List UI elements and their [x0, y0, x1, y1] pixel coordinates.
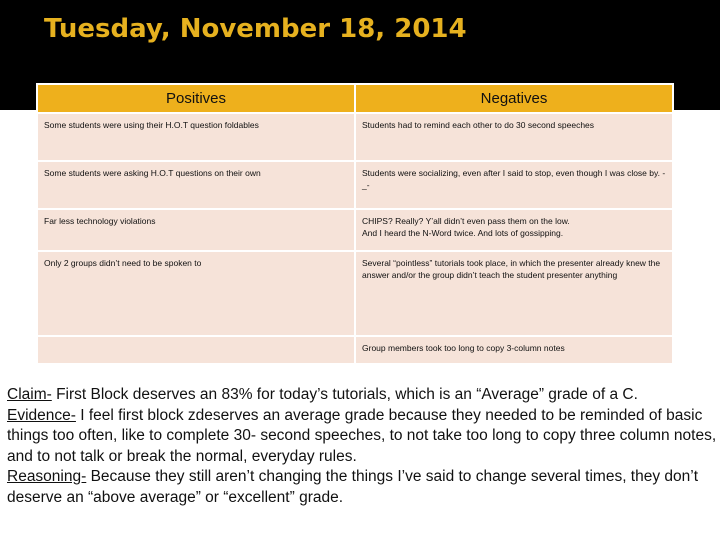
table-cell: Only 2 groups didn’t need to be spoken to	[38, 252, 354, 335]
table-cell	[38, 337, 354, 363]
table-cell: Students were socializing, even after I said to stop, even though I was close by. -_-	[356, 162, 672, 208]
table-cell: Students had to remind each other to do 30 second speeches	[356, 114, 672, 160]
table-row	[38, 162, 672, 208]
table-header-row	[38, 85, 672, 112]
table-cell: Far less technology violations	[38, 210, 354, 250]
evidence-label: Evidence-	[7, 406, 76, 424]
table-cell: Several “pointless” tutorials took place, in which the presenter already knew the answer and/or the group didn’t teach the student presenter anything	[356, 252, 672, 335]
table-row	[38, 210, 672, 250]
table-cell: CHIPS? Really? Y’all didn’t even pass them on the low. And I heard the N-Word twice. And lots of gossipping.	[356, 210, 672, 250]
claim-paragraph	[7, 385, 717, 406]
page-title: Tuesday, November 18, 2014	[44, 14, 467, 44]
claim-evidence-reasoning	[7, 385, 717, 508]
claim-label: Claim-	[7, 386, 52, 403]
table-cell: Some students were using their H.O.T question foldables	[38, 114, 354, 160]
positives-header: Positives	[38, 85, 354, 112]
negatives-header: Negatives	[356, 85, 672, 112]
reasoning-label: Reasoning-	[7, 468, 87, 485]
reasoning-text: Because they still aren’t changing the things I’ve said to change several times, they don’t deserve an “above average” or “excellent” grade.	[7, 468, 699, 506]
table-row	[38, 337, 672, 363]
table-cell: Some students were asking H.O.T questions on their own	[38, 162, 354, 208]
reasoning-paragraph	[7, 467, 717, 508]
claim-text: First Block deserves an 83% for today’s tutorials, which is an “Average” grade of a C.	[51, 386, 638, 403]
evidence-text: I feel first block zdeserves an average grade because they needed to be reminded of basic things too often, like to complete 30- second speeches, to not take too long to copy three column notes, and to not talk or break the normal, everyday rules.	[7, 406, 717, 465]
positives-negatives-table	[36, 83, 674, 365]
evidence-paragraph	[7, 406, 717, 468]
table-row	[38, 252, 672, 335]
table-cell: Group members took too long to copy 3-column notes	[356, 337, 672, 363]
table-row	[38, 114, 672, 160]
